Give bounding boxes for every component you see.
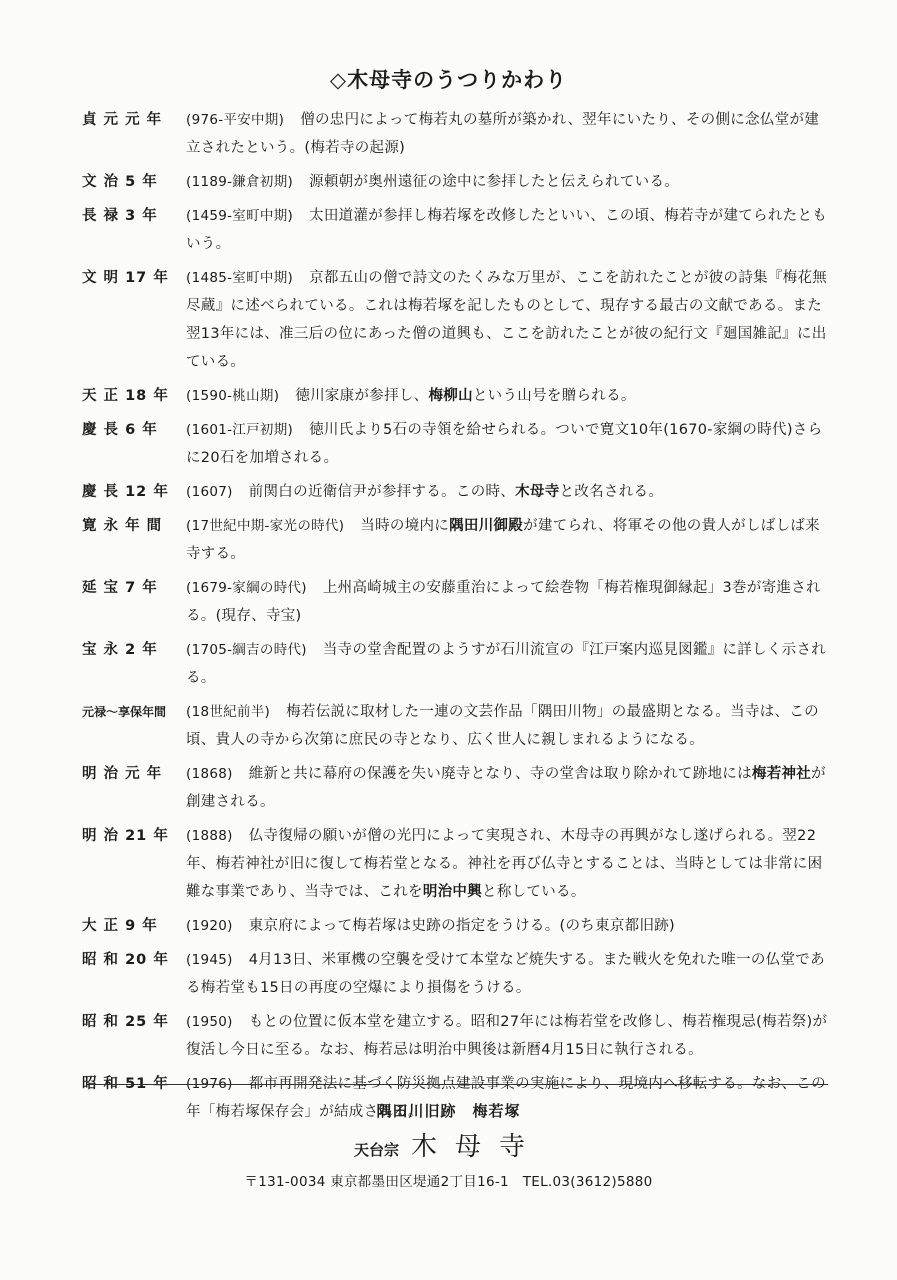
footer-subtitle: 隅田川旧跡 梅若塚 — [376, 1102, 521, 1120]
entry-text: 4月13日、米軍機の空襲を受けて本堂など焼失する。また戦火を免れた唯一の仏堂である梅若堂も15日の再度の空爆により損傷をうける。 — [186, 952, 825, 996]
timeline-entry — [82, 106, 832, 162]
footer-sect: 天台宗 — [353, 1141, 399, 1159]
entry-text: 当寺の堂舎配置のようすが石川流宣の『江戸案内巡見図鑑』に詳しく示される。 — [186, 642, 827, 686]
entry-period: (18世紀前半) — [186, 704, 271, 720]
entry-text: 仏寺復帰の願いが僧の光円によって実現され、木母寺の再興がなし遂げられる。翌22年、梅若神社が旧に復して梅若堂となる。神社を再び仏寺とすることは、当時としては非常に困難な事業であり、当寺では、これを — [186, 828, 823, 900]
entry-text: もとの位置に仮本堂を建立する。昭和27年には梅若堂を改修し、梅若権現忌(梅若祭)が復活し今日に至る。なお、梅若忌は明治中興後は新暦4月15日に執行される。 — [186, 1014, 828, 1058]
entry-text: 徳川氏より5石の寺領を給せられる。ついで寛文10年(1670-家綱の時代)さらに20石を加増される。 — [186, 422, 823, 466]
entry-text: 源頼朝が奥州遠征の途中に参拝したと伝えられている。 — [309, 174, 680, 190]
entry-era: 長 禄 3 年 — [82, 208, 158, 224]
history-timeline — [82, 106, 832, 1132]
entry-body — [186, 106, 832, 162]
entry-body — [186, 478, 832, 506]
entry-text: と称している。 — [482, 884, 586, 900]
entry-body — [186, 760, 832, 816]
entry-era: 昭 和 51 年 — [82, 1076, 169, 1092]
entry-body — [186, 822, 832, 906]
entry-period: (976-平安中期) — [186, 112, 285, 128]
entry-period: (17世紀中期-家光の時代) — [186, 518, 345, 534]
entry-text: 前関白の近衛信尹が参拝する。この時、 — [248, 484, 516, 500]
entry-era: 文 治 5 年 — [82, 174, 158, 190]
entry-body — [186, 416, 832, 472]
entry-body — [186, 946, 832, 1002]
entry-era: 延 宝 7 年 — [82, 580, 158, 596]
timeline-entry — [82, 512, 832, 568]
footer-temple-name: 木母寺 — [411, 1132, 544, 1162]
timeline-entry — [82, 264, 832, 376]
entry-text: が建てられ、将軍その他の貴人がしばしば来寺する。 — [186, 518, 820, 562]
entry-emphasis: 梅若神社 — [751, 766, 812, 782]
timeline-entry — [82, 1008, 832, 1064]
entry-period: (1976) — [186, 1076, 233, 1092]
timeline-entry — [82, 760, 832, 816]
entry-period: (1868) — [186, 766, 233, 782]
entry-text: 徳川家康が参拝し、 — [295, 388, 429, 404]
timeline-entry — [82, 698, 832, 754]
entry-emphasis: 隅田川御殿 — [449, 518, 524, 534]
timeline-entry — [82, 478, 832, 506]
timeline-entry — [82, 636, 832, 692]
entry-period: (1945) — [186, 952, 233, 968]
entry-period: (1705-綱吉の時代) — [186, 642, 307, 658]
entry-body — [186, 636, 832, 692]
entry-era: 天 正 18 年 — [82, 388, 169, 404]
entry-era: 明 治 元 年 — [82, 766, 163, 782]
entry-body — [186, 202, 832, 258]
entry-body — [186, 1008, 832, 1064]
entry-body — [186, 574, 832, 630]
entry-body — [186, 382, 832, 410]
entry-period: (1590-桃山期) — [186, 388, 280, 404]
timeline-entry — [82, 168, 832, 196]
entry-text: 都市再開発法に基づく防災拠点建設事業の実施により、現境内へ移転する。なお、この年「梅若塚保存会」が結成される。 — [186, 1076, 826, 1120]
entry-body — [186, 912, 832, 940]
footer-divider — [86, 1084, 828, 1085]
footer-address: 〒131-0034 東京都墨田区堤通2丁目16-1 TEL.03(3612)5880 — [244, 1174, 653, 1190]
entry-text: 僧の忠円によって梅若丸の墓所が築かれ、翌年にいたり、その側に念仏堂が建立されたという。(梅若寺の起源) — [186, 112, 820, 156]
timeline-entry — [82, 416, 832, 472]
entry-era: 慶 長 12 年 — [82, 484, 169, 500]
entry-emphasis: 梅柳山 — [428, 388, 473, 404]
timeline-entry — [82, 382, 832, 410]
entry-period: (1920) — [186, 918, 233, 934]
entry-text: 太田道灌が参拝し梅若塚を改修したといい、この頃、梅若寺が建てられたともいう。 — [186, 208, 828, 252]
entry-era: 貞 元 元 年 — [82, 112, 163, 128]
page-title: ◇木母寺のうつりかわり — [329, 68, 568, 92]
footer-temple-line — [0, 1126, 897, 1163]
entry-era: 昭 和 25 年 — [82, 1014, 169, 1030]
timeline-entry — [82, 574, 832, 630]
entry-body — [186, 264, 832, 376]
entry-era: 文 明 17 年 — [82, 270, 169, 286]
entry-period: (1888) — [186, 828, 233, 844]
entry-era: 明 治 21 年 — [82, 828, 169, 844]
entry-period: (1485-室町中期) — [186, 270, 294, 286]
entry-emphasis: 木母寺 — [515, 484, 560, 500]
timeline-entry — [82, 946, 832, 1002]
entry-text: 東京府によって梅若塚は史跡の指定をうける。(のち東京都旧跡) — [248, 918, 676, 934]
entry-text: 当時の境内に — [360, 518, 450, 534]
timeline-entry — [82, 912, 832, 940]
entry-body — [186, 168, 832, 196]
entry-text: 京都五山の僧で詩文のたくみな万里が、ここを訪れたことが彼の詩集『梅花無尽蔵』に述べられている。これは梅若塚を記したものとして、現存する最古の文献である。また翌13年には、准三后の位にあった僧の道興も、ここを訪れたことが彼の紀行文『廻国雑記』に出ている。 — [186, 270, 828, 370]
entry-text: が創建される。 — [186, 766, 826, 810]
entry-era: 寛 永 年 間 — [82, 518, 163, 534]
entry-text: 梅若伝説に取材した一連の文芸作品「隅田川物」の最盛期となる。当寺は、この頃、貴人の寺から次第に庶民の寺となり、広く世人に親しまれるようになる。 — [186, 704, 819, 748]
entry-period: (1679-家綱の時代) — [186, 580, 307, 596]
entry-period: (1601-江戸初期) — [186, 422, 294, 438]
timeline-entry — [82, 202, 832, 258]
entry-era: 元禄～享保年間 — [82, 705, 167, 719]
entry-text: 上州高崎城主の安藤重治によって絵巻物「梅若権現御縁起」3巻が寄進される。(現存、寺宝) — [186, 580, 821, 624]
entry-body — [186, 698, 832, 754]
entry-text: と改名される。 — [559, 484, 664, 500]
entry-era: 大 正 9 年 — [82, 918, 158, 934]
entry-period: (1607) — [186, 484, 233, 500]
entry-era: 宝 永 2 年 — [82, 642, 158, 658]
entry-era: 昭 和 20 年 — [82, 952, 169, 968]
timeline-entry — [82, 822, 832, 906]
entry-era: 慶 長 6 年 — [82, 422, 158, 438]
entry-text: という山号を贈られる。 — [472, 388, 636, 404]
entry-period: (1459-室町中期) — [186, 208, 294, 224]
entry-emphasis: 明治中興 — [422, 884, 483, 900]
entry-period: (1950) — [186, 1014, 233, 1030]
entry-text: 維新と共に幕府の保護を失い廃寺となり、寺の堂舎は取り除かれて跡地には — [248, 766, 752, 782]
entry-body — [186, 512, 832, 568]
entry-period: (1189-鎌倉初期) — [186, 174, 294, 190]
